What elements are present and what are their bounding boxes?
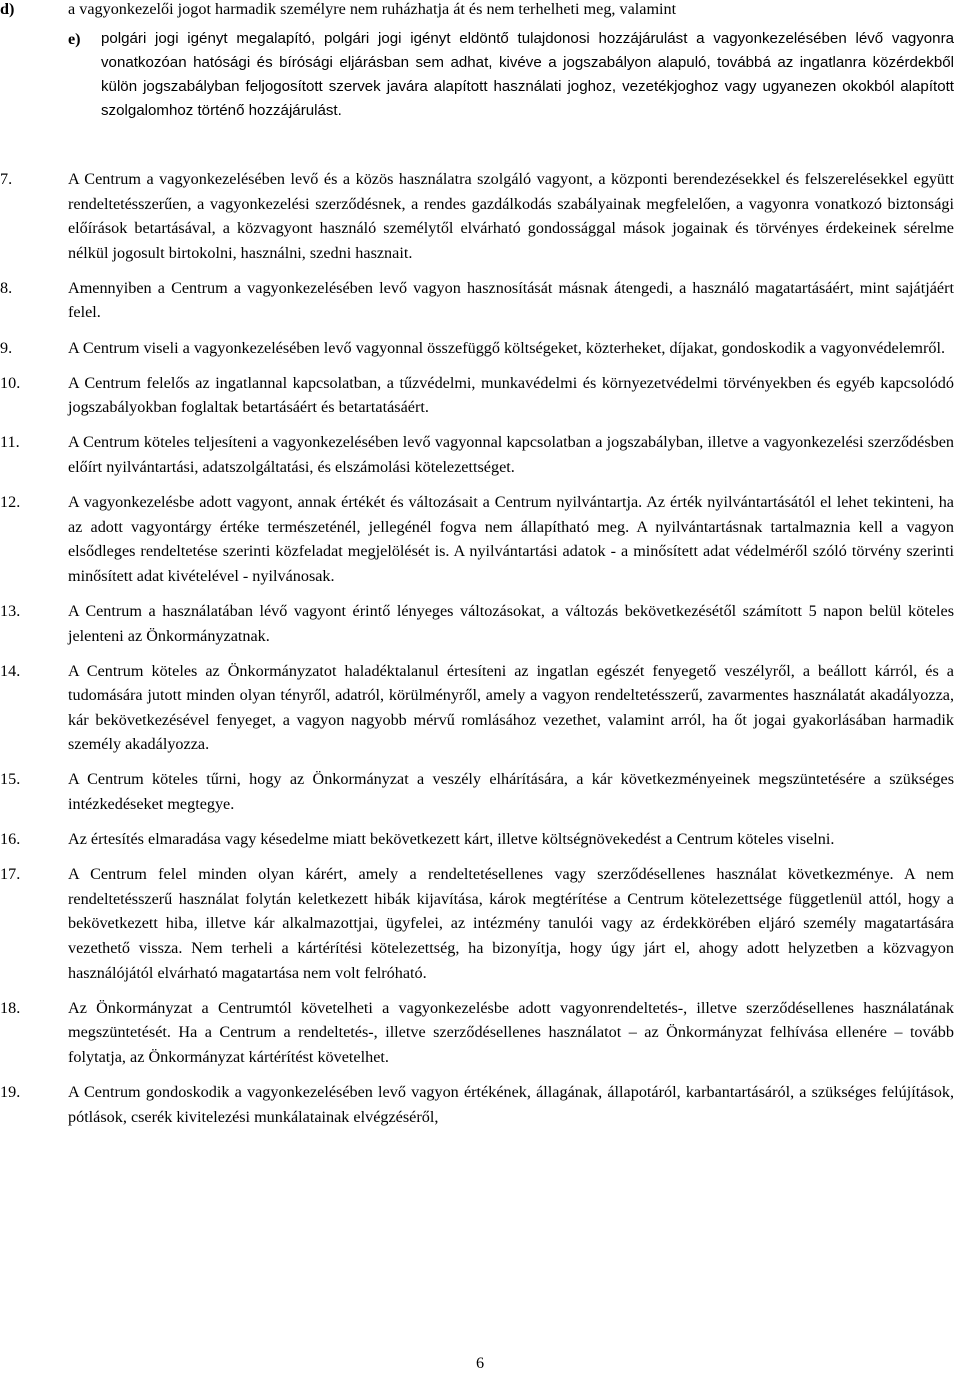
paragraph-16 <box>0 827 960 852</box>
paragraph-text: A Centrum felelős az ingatlannal kapcsolatban, a tűzvédelmi, munkavédelmi és környezetvédelmi törvényekben és egyéb kapcsolódó jogszabályokban foglaltak betartásáért és betartatásáért. <box>68 373 954 417</box>
paragraph-number: 19. <box>0 1083 21 1101</box>
paragraph-text: A Centrum gondoskodik a vagyonkezelésében levő vagyon értékének, állagának, állapotáról, karbantartásáról, a szükséges felújítások, pótlások, cserék kivitelezési munkálatainak elvégzéséről, <box>68 1083 954 1126</box>
paragraph-number: 10. <box>0 373 21 392</box>
paragraph-number: 7. <box>0 170 13 188</box>
paragraph-text: Az Önkormányzat a Centrumtól követelheti a vagyonkezelésbe adott vagyonrendeltetés-, illetve szerződésellenes használatának megszüntetését. Ha a Centrum a rendeltetés-, illetve szerződésellenes használatot – az Önkormányzat felhívása ellenére – tovább folytatja, az Önkormányzat kártérítést követelhet. <box>68 998 954 1066</box>
page-number: 6 <box>475 1354 485 1372</box>
paragraph-number: 11. <box>0 433 20 452</box>
paragraph-12 <box>0 490 960 588</box>
paragraph-text: A Centrum köteles teljesíteni a vagyonkezelésében levő vagyonnal kapcsolatban a jogszabályban, illetve a vagyonkezelési szerződésben előírt nyilvántartási, adatszolgáltatási, és elszámolási kötelezettséget. <box>68 433 954 476</box>
paragraph-11 <box>0 430 960 479</box>
paragraph-number: 8. <box>0 278 13 297</box>
paragraph-number: 12. <box>0 493 21 512</box>
paragraph-8 <box>0 276 960 325</box>
numbered-paragraph-list <box>0 167 960 1140</box>
paragraph-text: A Centrum köteles tűrni, hogy az Önkormányzat a veszély elhárítására, a kár következményeinek megszüntetésére a szükséges intézkedéseket megtegye. <box>68 770 954 814</box>
sub-item-e <box>0 27 960 124</box>
sub-item-marker: d) <box>0 0 15 18</box>
paragraph-15 <box>0 767 960 816</box>
paragraph-number: 13. <box>0 601 21 620</box>
paragraph-14 <box>0 659 960 757</box>
paragraph-number: 16. <box>0 830 21 849</box>
paragraph-number: 14. <box>0 661 21 680</box>
paragraph-number: 15. <box>0 770 21 789</box>
sub-item-text: polgári jogi igényt megalapító, polgári jogi igényt eldöntő tulajdonosi hozzájárulást a vagyonkezelésében lévő vagyonra vonatkozóan hatósági és bírósági eljárásban sem adhat, kivéve a jogszabályon alapuló, továbbá az ingatlanra közérdekből külön jogszabályban feljogosított szervek javára alapított használati joghoz, vezetékjoghoz vagy ugyanezen okokból alapított szolgalomhoz történő hozzájárulást. <box>101 29 954 120</box>
sub-item-list <box>0 0 960 128</box>
paragraph-text: Amennyiben a Centrum a vagyonkezelésében levő vagyon hasznosítását másnak átengedi, a használó magatartásáért, mint sajátjáért felel. <box>68 278 954 322</box>
paragraph-number: 17. <box>0 865 21 884</box>
paragraph-text: A Centrum a használatában lévő vagyont érintő lényeges változásokat, a változás bekövetkezésétől számított 5 napon belül köteles jelenteni az Önkormányzatnak. <box>68 601 954 645</box>
paragraph-7 <box>0 167 960 265</box>
sub-item-marker: e) <box>68 29 81 48</box>
sub-item-d <box>0 0 960 22</box>
sub-item-text: a vagyonkezelői jogot harmadik személyre nem ruházhatja át és nem terhelheti meg, valamint <box>68 0 677 18</box>
paragraph-text: A Centrum a vagyonkezelésében levő és a közös használatra szolgáló vagyont, a központi berendezésekkel és felszerelésekkel együtt rendeltetésszerűen, a vagyonkezelési szerződésnek, a rendes gazdálkodás szabályainak megfelelően, a vagyonra vonatkozó biztonsági előírások betartásával, a közvagyont használó személytől elvárható gondossággal mások jogainak és törvényes érdekeinek sérelme nélkül jogosult birtokolni, használni, szedni hasznait. <box>68 170 954 262</box>
paragraph-text: A Centrum köteles az Önkormányzatot haladéktalanul értesíteni az ingatlan egészét fenyegető veszélyről, a beállott kárról, és a tudomására jutott minden olyan tényről, adatról, körülményről, amely a vagyon rendeltetésszerű, zavarmentes használatát akadályozza, kár bekövetkezésével fenyeget, a vagyon nagyobb mérvű romlásához vezethet, valamint arról, ha őt jogai gyakorlásában harmadik személy akadályozza. <box>68 661 954 754</box>
paragraph-text: A vagyonkezelésbe adott vagyont, annak értékét és változásait a Centrum nyilvántartja. Az érték nyilvántartásától el lehet tekinteni, ha az adott vagyontárgy értéke természeténél, jellegénél fogva nem állapítható meg. A nyilvántartásnak tartalmaznia kell a vagyon elsődleges rendeltetése szerinti közfeladat megjelölését is. A nyilvántartási adatok - a minősített adat védelméről szóló törvény szerinti minősített adat kivételével - nyilvánosak. <box>68 493 954 585</box>
paragraph-9 <box>0 336 960 361</box>
paragraph-number: 9. <box>0 338 13 357</box>
paragraph-17 <box>0 862 960 985</box>
paragraph-10 <box>0 371 960 420</box>
paragraph-18 <box>0 996 960 1070</box>
paragraph-13 <box>0 599 960 648</box>
paragraph-text: Az értesítés elmaradása vagy késedelme miatt bekövetkezett kárt, illetve költségnövekedést a Centrum köteles viselni. <box>68 830 835 849</box>
paragraph-19 <box>0 1080 960 1129</box>
paragraph-text: A Centrum felel minden olyan kárért, amely a rendeltetésellenes vagy szerződésellenes használat következménye. A nem rendeltetésszerű használat folytán keletkezett hibák kijavítása, károk megtérítése a Centrum kötelezettsége függetlenül attól, hogy a bekövetkezett hiba, illetve kár alkalmazottjai, ügyfelei, az intézmény tanulói vagy az érdekkörében eljáró személy magatartására vezethető vissza. Nem terheli a kártérítési kötelezettség, ha bizonyítja, hogy úgy járt el, ahogy adott helyzetben a közvagyon használójától elvárható magatartása nem volt felróható. <box>68 865 954 982</box>
paragraph-number: 18. <box>0 998 21 1017</box>
paragraph-text: A Centrum viseli a vagyonkezelésében levő vagyonnal összefüggő költségeket, közterheket, díjakat, gondoskodik a vagyonvédelemről. <box>68 338 946 357</box>
